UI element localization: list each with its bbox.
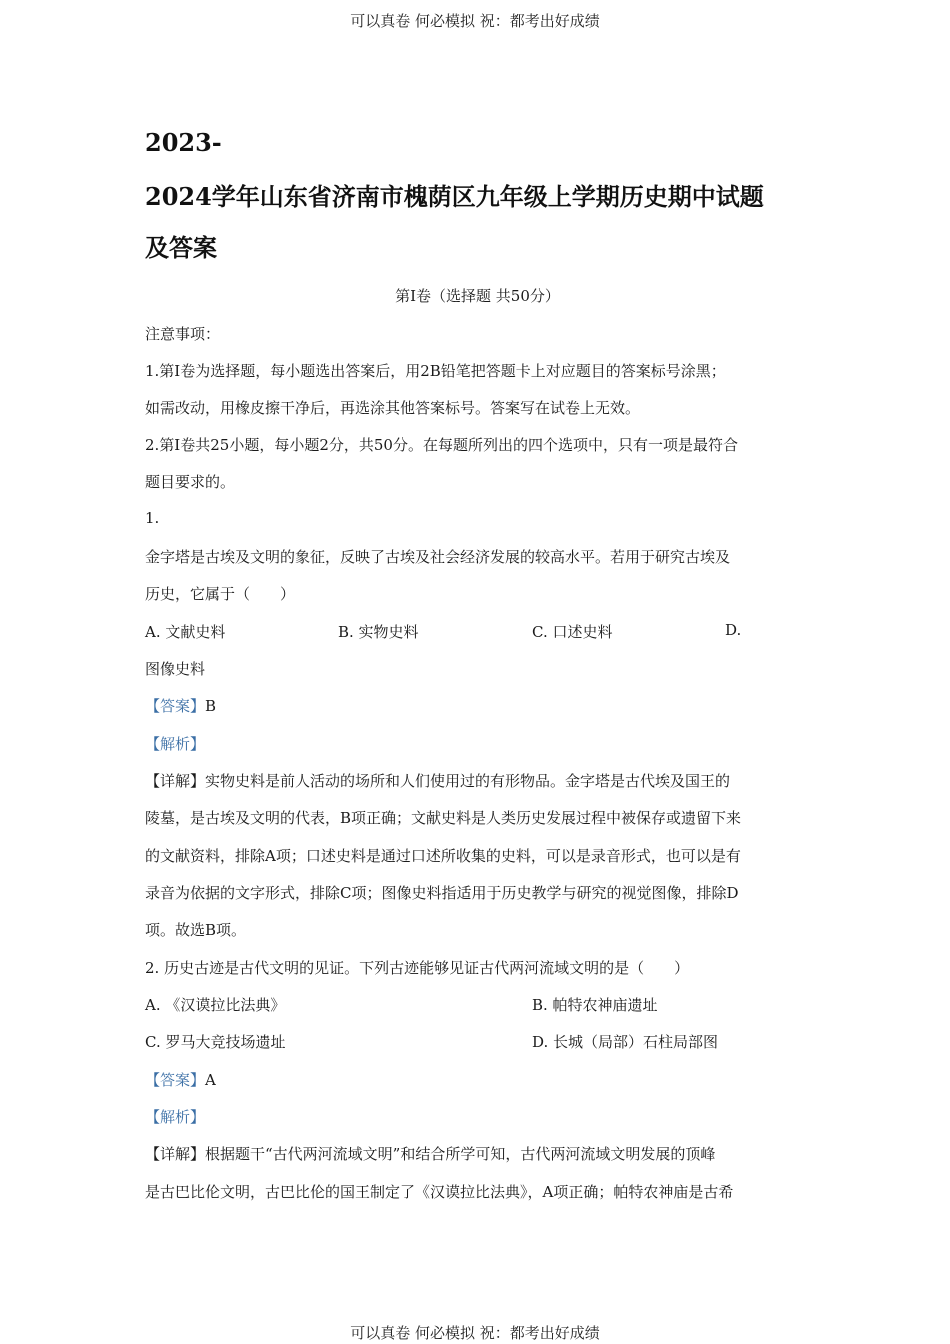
answer-tag: 【答案】	[145, 697, 206, 715]
question-1-detail-line-1	[145, 770, 730, 791]
question-1-detail-line-3: 的文献资料，排除A项；口述史料是通过口述所收集的史料，可以是录音形式，也可以是有	[145, 847, 741, 865]
answer-value: B	[205, 697, 217, 715]
analysis-tag: 【解析】	[145, 1108, 206, 1126]
doc-title-line-1: 2023-	[145, 128, 222, 157]
question-1-option-c: C. 口述史料	[532, 623, 613, 641]
question-2-detail-line-1	[145, 1143, 715, 1164]
note-1-line-1: 1.第Ⅰ卷为选择题，每小题选出答案后，用2B铅笔把答题卡上对应题目的答案标号涂黑；	[145, 362, 726, 380]
answer-value: A	[205, 1071, 216, 1089]
detail-text: 实物史料是前人活动的场所和人们使用过的有形物品。金字塔是古代埃及国王的	[205, 772, 731, 790]
question-1-detail-line-4: 录音为依据的文字形式，排除C项；图像史料指适用于历史教学与研究的视觉图像，排除D	[145, 884, 739, 902]
question-1-number: 1.	[145, 509, 160, 527]
notes-label: 注意事项：	[145, 325, 221, 343]
doc-title-line-3: 及答案	[145, 233, 217, 262]
section-heading: 第Ⅰ卷（选择题 共50分）	[395, 287, 560, 305]
note-2-line-2: 题目要求的。	[145, 473, 236, 491]
question-2-analysis-tag	[145, 1106, 205, 1127]
question-2-answer	[145, 1069, 216, 1090]
answer-tag: 【答案】	[145, 1071, 206, 1089]
doc-title-line-2: 2024学年山东省济南市槐荫区九年级上学期历史期中试题	[145, 182, 764, 211]
question-2-option-b: B. 帕特农神庙遗址	[532, 996, 658, 1014]
question-1-detail-line-5: 项。故选B项。	[145, 921, 247, 939]
question-1-option-d-text: 图像史料	[145, 660, 206, 678]
question-1-detail-line-2: 陵墓，是古埃及文明的代表，B项正确；文献史料是人类历史发展过程中被保存或遗留下来	[145, 809, 742, 827]
analysis-tag: 【解析】	[145, 735, 206, 753]
question-1-option-a: A. 文献史料	[145, 623, 226, 641]
question-1-stem-line-1: 金字塔是古埃及文明的象征，反映了古埃及社会经济发展的较高水平。若用于研究古埃及	[145, 548, 731, 566]
note-2-line-1: 2.第Ⅰ卷共25小题，每小题2分，共50分。在每题所列出的四个选项中，只有一项是最符合	[145, 436, 738, 454]
question-1-answer	[145, 695, 216, 716]
question-2-option-c: C. 罗马大竞技场遗址	[145, 1033, 286, 1051]
question-1-option-b: B. 实物史料	[338, 623, 419, 641]
question-2-stem: 2. 历史古迹是古代文明的见证。下列古迹能够见证古代两河流域文明的是（ ）	[145, 959, 690, 977]
note-1-line-2: 如需改动，用橡皮擦干净后，再选涂其他答案标号。答案写在试卷上无效。	[145, 399, 641, 417]
question-2-option-d: D. 长城（局部）石柱局部图	[532, 1033, 719, 1051]
question-2-option-a: A. 《汉谟拉比法典》	[145, 996, 286, 1014]
detail-tag: 【详解】	[145, 772, 206, 790]
header-banner: 可以真卷 何必模拟 祝：都考出好成绩	[350, 12, 600, 30]
detail-tag: 【详解】	[145, 1145, 206, 1163]
question-1-stem-line-2: 历史，它属于（ ）	[145, 585, 296, 603]
question-1-option-d: D.	[725, 621, 742, 639]
detail-text: 根据题干“古代两河流域文明”和结合所学可知，古代两河流域文明发展的顶峰	[205, 1145, 716, 1163]
question-2-detail-line-2: 是古巴比伦文明，古巴比伦的国王制定了《汉谟拉比法典》，A项正确；帕特农神庙是古希	[145, 1183, 734, 1201]
footer-banner: 可以真卷 何必模拟 祝：都考出好成绩	[350, 1324, 600, 1342]
question-1-analysis-tag	[145, 733, 205, 754]
